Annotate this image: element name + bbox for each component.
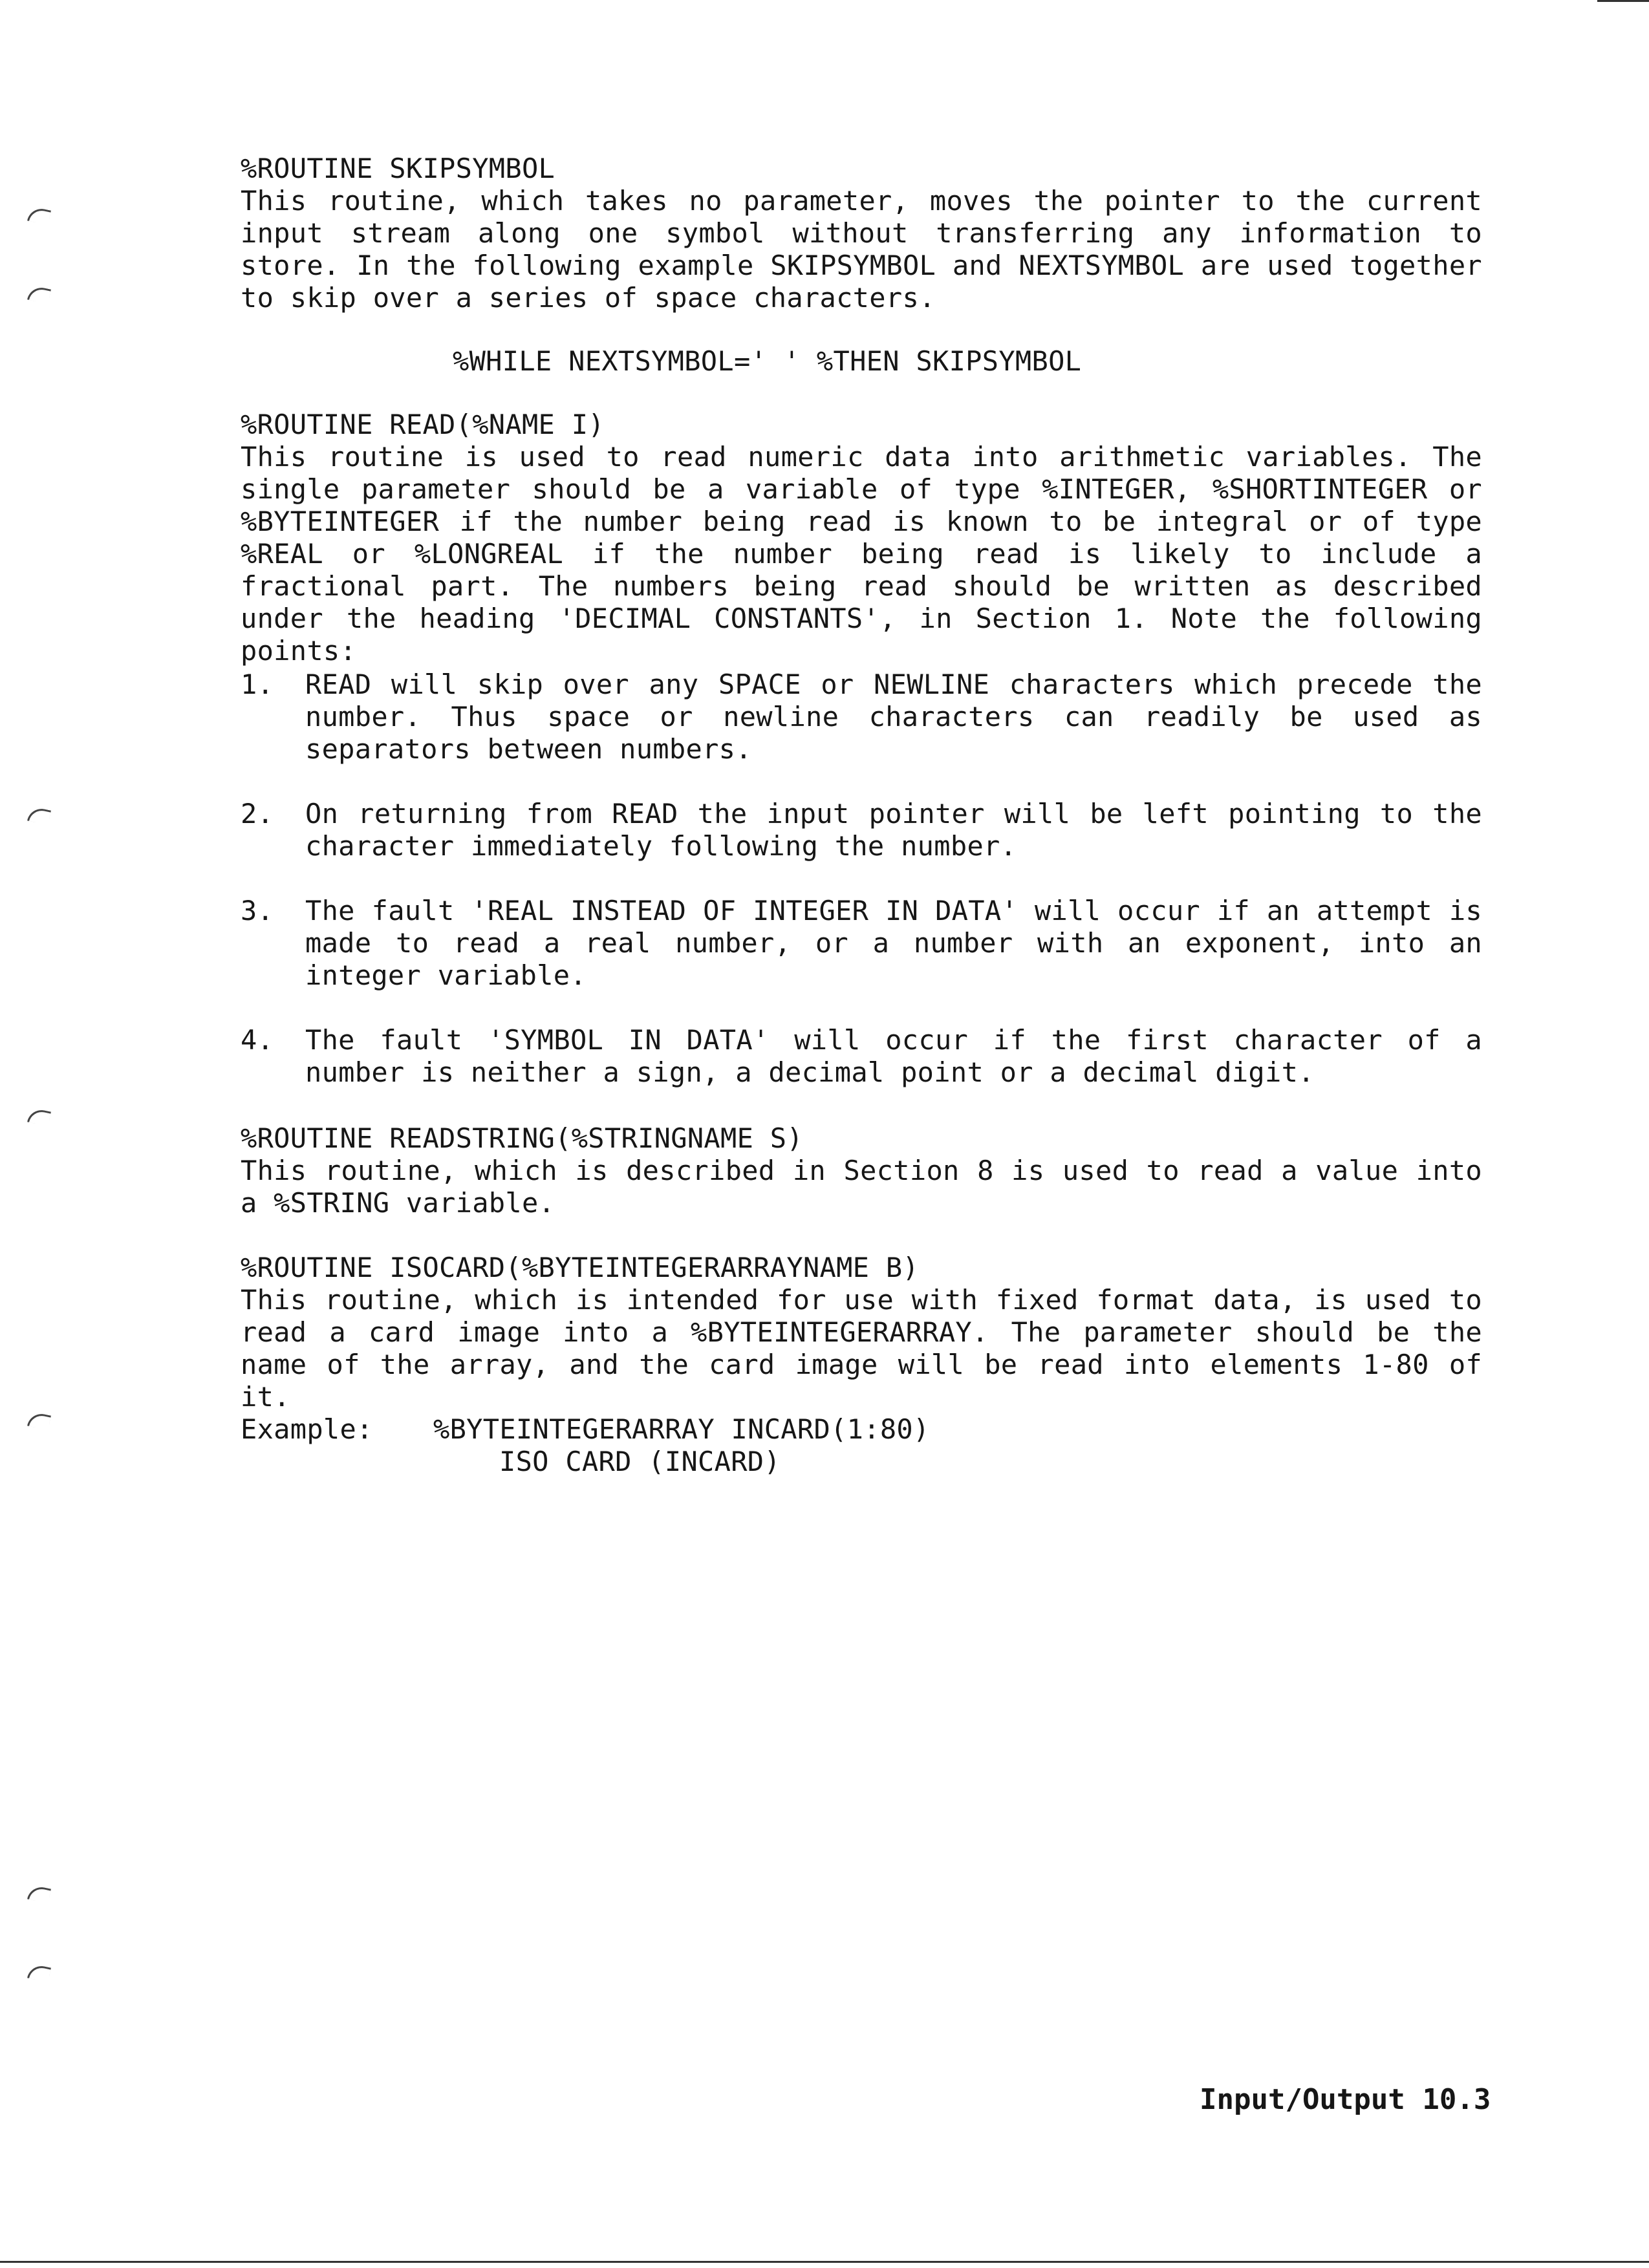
read-point-3 xyxy=(241,895,1482,992)
example-label: Example: xyxy=(241,1413,373,1445)
binder-hole-mark xyxy=(27,1885,51,1903)
read-point-2 xyxy=(241,798,1482,862)
isocard-description: This routine, which is intended for use with fixed format data, is used to read a card image into a %BYTEINTEGERARRAY. The parameter should be the name of the array, and the card image will be read into elements 1-80 of it. xyxy=(241,1284,1482,1413)
read-description: This routine is used to read numeric data into arithmetic variables. The single parameter should be a variable of type %INTEGER, %SHORTINTEGER or %BYTEINTEGER if the number being read is known to be integral or of type %REAL or %LONGREAL if the number being read is likely to include a fractional part. The numbers being read should be written as described under the heading 'DECIMAL CONSTANTS', in Section 1. Note the following points: xyxy=(241,441,1482,667)
point-text: The fault 'REAL INSTEAD OF INTEGER IN DATA' will occur if an attempt is made to read a real number, or a number with an exponent, into an integer variable. xyxy=(305,895,1482,991)
readstring-description: This routine, which is described in Section 8 is used to read a value into a %STRING variable. xyxy=(241,1155,1482,1219)
point-text: On returning from READ the input pointer will be left pointing to the character immediately following the number. xyxy=(305,798,1482,862)
skipsymbol-description: This routine, which takes no parameter, moves the pointer to the current input stream along one symbol without transferring any information to store. In the following example SKIPSYMBOL and NEXTSYMBOL are used together to skip over a series of space characters. xyxy=(241,185,1482,314)
top-edge-rule xyxy=(1597,0,1649,2)
bottom-edge-rule xyxy=(0,2261,1649,2263)
example-code-line-1: %BYTEINTEGERARRAY INCARD(1:80) xyxy=(433,1413,930,1445)
point-number: 3. xyxy=(241,895,274,926)
binder-hole-mark xyxy=(27,1411,51,1430)
readstring-heading: %ROUTINE READSTRING(%STRINGNAME S) xyxy=(241,1122,803,1154)
binder-hole-mark xyxy=(27,1963,51,1982)
point-number: 2. xyxy=(241,798,274,829)
read-point-1 xyxy=(241,669,1482,765)
point-number: 4. xyxy=(241,1024,274,1056)
skipsymbol-heading: %ROUTINE SKIPSYMBOL xyxy=(241,153,555,184)
skipsymbol-code-example: %WHILE NEXTSYMBOL=' ' %THEN SKIPSYMBOL xyxy=(453,345,1082,377)
example-code-line-2: ISO CARD (INCARD) xyxy=(499,1446,781,1477)
point-text: READ will skip over any SPACE or NEWLINE characters which precede the number. Thus space or newline characters can readily be used as separators between numbers. xyxy=(305,669,1482,765)
point-number: 1. xyxy=(241,669,274,700)
point-text: The fault 'SYMBOL IN DATA' will occur if the first character of a number is neither a sign, a decimal point or a decimal digit. xyxy=(305,1024,1482,1088)
binder-hole-mark xyxy=(27,206,51,225)
page-footer-label: Input/Output 10.3 xyxy=(1200,2083,1491,2116)
binder-hole-mark xyxy=(27,285,51,304)
binder-hole-mark xyxy=(27,1107,51,1126)
binder-hole-mark xyxy=(27,806,51,825)
read-heading: %ROUTINE READ(%NAME I) xyxy=(241,409,605,440)
read-point-4 xyxy=(241,1024,1482,1089)
isocard-heading: %ROUTINE ISOCARD(%BYTEINTEGERARRAYNAME B) xyxy=(241,1252,920,1283)
